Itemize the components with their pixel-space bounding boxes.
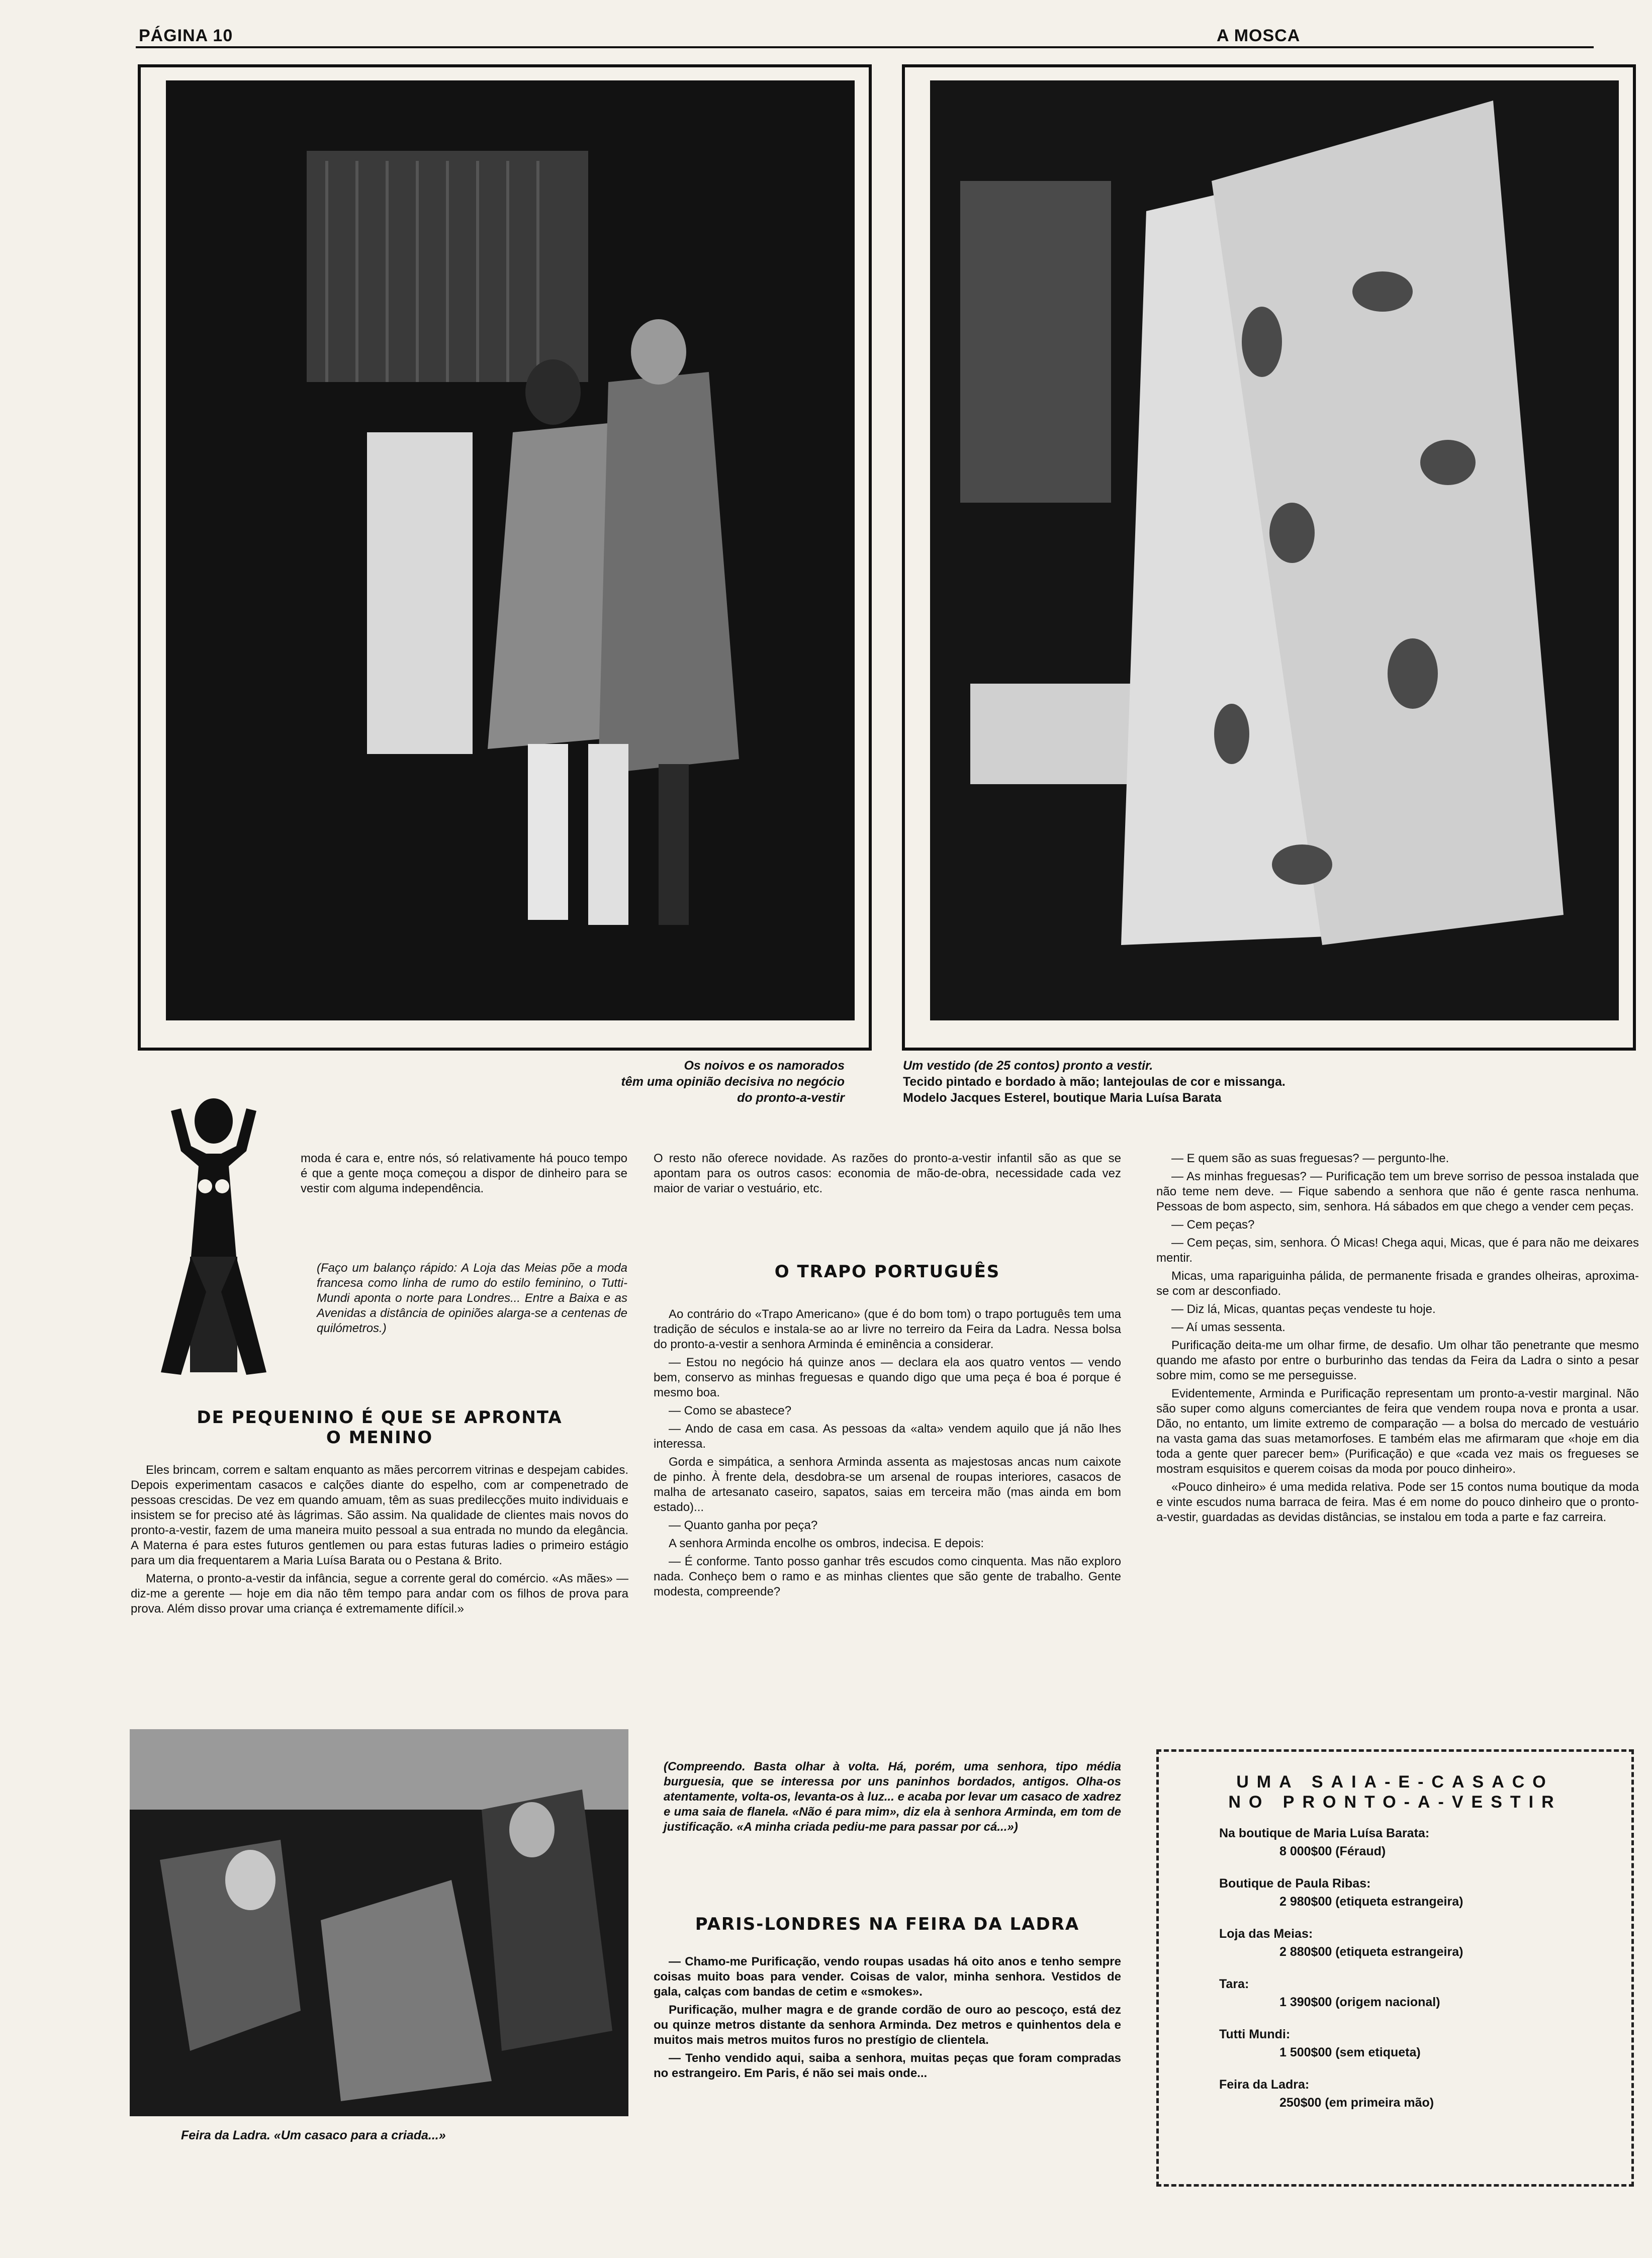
price-item — [1219, 1824, 1616, 1860]
paragraph: — Estou no negócio há quinze anos — declara ela aos quatro ventos — vendo bem, conservo as minhas freguesas e quando digo que uma peça é boa é porque é mesmo boa. — [654, 1356, 1121, 1399]
col1-intro: moda é cara e, entre nós, só relativamente há pouco tempo é que a gente moça começou a dispor de dinheiro para se vestir com alguma independência. — [301, 1152, 627, 1195]
paragraph: Gorda e simpática, a senhora Arminda assenta as majestosas ancas num caixote de pinho. À frente dela, desdobra-se um arsenal de roupas interiores, casacos de malha de artesanato caseiro, sapatos, saias em terceira mão (mas ainda em bom estado)... — [654, 1455, 1121, 1514]
price-item — [1219, 2076, 1616, 2112]
price-box — [1156, 1749, 1634, 2187]
price-item — [1219, 2025, 1616, 2061]
store-price: 250$00 (em primeira mão) — [1279, 2096, 1434, 2110]
paragraph: Eles brincam, correm e saltam enquanto as mães percorrem vitrinas e despejam cabides. Depois experimentam casacos e calções diante do espelho, com ar compenetrado de pessoas crescidas. De vez em quando amuam, têm as suas predilecções muito individuais e insistem se for preciso até às lágrimas. São assim. Na qualidade de clientes mais novos do pronto-a-vestir, fazem de uma maneira muito pessoal a sua entrada no mundo da elegância. A Materna é para estes futuros gentlemen ou para estas futuras ladies o primeiro estágio para um dia frequentarem a Maria Luísa Barata ou o Pestana & Brito. — [131, 1463, 628, 1567]
paragraph: «Pouco dinheiro» é uma medida relativa. Pode ser 15 contos numa boutique da moda e vinte escudos numa barraca de feira. Mas é em nome do pouco dinheiro que o pronto-a-vestir, guardadas as devidas distâncias, se instalou em toda a parte e faz carreira. — [1156, 1480, 1639, 1524]
paragraph: Micas, uma rapariguinha pálida, de permanente frisada e grandes olheiras, aproxima-se com ar desconfiado. — [1156, 1269, 1639, 1298]
heading-trapo-portugues: O TRAPO PORTUGUÊS — [774, 1262, 1000, 1282]
photo-feira-da-ladra — [130, 1729, 628, 2116]
heading-de-pequenino — [131, 1407, 628, 1448]
paragraph: — Aí umas sessenta. — [1171, 1321, 1286, 1334]
store-name: Feira da Ladra: — [1219, 2078, 1310, 2092]
page-number: PÁGINA 10 — [139, 26, 233, 45]
paragraph: — As minhas freguesas? — Purificação tem um breve sorriso de pessoa instalada que não teme nem deve. — Fique sabendo a senhora que não é gente rasca nenhuma. Pessoas de bom aspecto, sim, senhora. Há sábados em que chego a vender cem peças. — [1156, 1170, 1639, 1213]
store-name: Boutique de Paula Ribas: — [1219, 1876, 1371, 1891]
price-item — [1219, 1975, 1616, 2011]
caption-couples — [452, 1058, 845, 1106]
price-box-title — [1159, 1772, 1631, 1812]
paragraph: — Ando de casa em casa. As pessoas da «alta» vendem aquilo que já não lhes interessa. — [654, 1422, 1121, 1451]
paragraph: — Tenho vendido aqui, saiba a senhora, muitas peças que foram compradas no estrangeiro. Em Paris, é não sei mais onde... — [654, 2051, 1121, 2080]
paragraph: Purificação, mulher magra e de grande cordão de ouro ao pescoço, está dez ou quinze metros distante da senhora Arminda. Dez metros e quinhentos dela e muitos mais metros muitos furos no prestígio de clientela. — [654, 2003, 1121, 2047]
paragraph: — Cem peças, sim, senhora. Ó Micas! Chega aqui, Micas, que é para não me deixares mentir. — [1156, 1236, 1639, 1265]
caption-line: têm uma opinião decisiva no negócio — [621, 1075, 845, 1089]
col2-body — [654, 1307, 1121, 1603]
store-price: 1 390$00 (origem nacional) — [1279, 1995, 1440, 2009]
header-rule — [136, 46, 1594, 48]
price-item — [1219, 1874, 1616, 1911]
paragraph: Materna, o pronto-a-vestir da infância, segue a corrente geral do comércio. «As mães» — diz-me a gerente — hoje em dia não têm tempo para andar com os filhos de prova para prova. Além disso provar uma criança é extremamente difícil.» — [131, 1572, 628, 1616]
caption-line: Modelo Jacques Esterel, boutique Maria Luísa Barata — [903, 1091, 1222, 1105]
caption-line: Os noivos e os namorados — [684, 1059, 845, 1073]
caption-line: do pronto-a-vestir — [737, 1091, 845, 1105]
store-price: 1 500$00 (sem etiqueta) — [1279, 2045, 1421, 2059]
col3-body — [1156, 1151, 1639, 1528]
col2-intro: O resto não oferece novidade. As razões do pronto-a-vestir infantil são as que se apontam para os outros casos: economia de mão-de-obra, necessidade cada vez maior de variar o vestuário, etc. — [654, 1152, 1121, 1195]
col2-body-2 — [654, 1954, 1121, 2084]
paragraph: Evidentemente, Arminda e Purificação representam um pronto-a-vestir marginal. Não são super como alguns comerciantes de feira que vendem roupa nova e pronta a usar. Dão, no entanto, um limite extremo de comparação — a bolsa do mercado de vestuário na vasta gama das suas metamorfoses. E também elas me afirmaram que «hoje em dia toda a gente quer parecer bem» (Purificação) e que «cada vez mais os fregueses se mostram esquisitos e querem coisas da moda por pouco dinheiro». — [1156, 1387, 1639, 1476]
paragraph: — Cem peças? — [1171, 1218, 1255, 1232]
heading-line: DE PEQUENINO É QUE SE APRONTA — [197, 1407, 563, 1428]
price-item — [1219, 1925, 1616, 1961]
store-name: Tara: — [1219, 1977, 1249, 1991]
caption-feira: Feira da Ladra. «Um casaco para a criada...» — [181, 2128, 446, 2142]
price-list — [1159, 1812, 1631, 2112]
paragraph: A senhora Arminda encolhe os ombros, indecisa. E depois: — [669, 1537, 984, 1550]
paragraph: — Como se abastece? — [669, 1404, 792, 1418]
store-price: 2 880$00 (etiqueta estrangeira) — [1279, 1945, 1463, 1959]
paragraph: — É conforme. Tanto posso ganhar três escudos como cinquenta. Mas não exploro nada. Conheço bem o ramo e as minhas clientes que são gente de trabalho. Gente modesta, compreende? — [654, 1555, 1121, 1598]
paragraph: — E quem são as suas freguesas? — pergunto-lhe. — [1171, 1152, 1449, 1165]
heading-line: O MENINO — [326, 1428, 433, 1448]
fashion-figure-illustration — [131, 1091, 297, 1392]
store-name: Na boutique de Maria Luísa Barata: — [1219, 1826, 1430, 1840]
store-name: Loja das Meias: — [1219, 1927, 1313, 1941]
heading-paris-londres: PARIS-LONDRES NA FEIRA DA LADRA — [695, 1914, 1080, 1934]
photo-couples-shopping — [166, 80, 855, 1020]
paragraph: Purificação deita-me um olhar firme, de desafio. Um olhar tão penetrante que mesmo quando me afasto por entre o burburinho das tendas da Feira da Ladra o sinto a pesar sobre mim, como se me perseguisse. — [1156, 1339, 1639, 1382]
caption-line: Um vestido (de 25 contos) pronto a vestir. — [903, 1059, 1153, 1073]
price-box-title-line: NO PRONTO-A-VESTIR — [1228, 1793, 1562, 1812]
paragraph: — Diz lá, Micas, quantas peças vendeste tu hoje. — [1171, 1302, 1436, 1316]
store-name: Tutti Mundi: — [1219, 2027, 1291, 2041]
price-box-title-line: UMA SAIA-E-CASACO — [1236, 1772, 1554, 1792]
paragraph: — Quanto ganha por peça? — [669, 1519, 818, 1532]
store-price: 8 000$00 (Féraud) — [1279, 1844, 1386, 1858]
newspaper-title: A MOSCA — [1217, 26, 1301, 45]
col1-aside: (Faço um balanço rápido: A Loja das Meias põe a moda francesa como linha de rumo do estilo feminino, o Tutti-Mundi aponta o norte para Londres... Entre a Baixa e as Avenidas a distância de opiniões alarga-se a centenas de quilómetros.) — [317, 1261, 627, 1335]
col2-aside: (Compreendo. Basta olhar à volta. Há, porém, uma senhora, tipo média burguesia, que se interessa por uns paninhos bordados, antigos. Olha-os atentamente, volta-os, levanta-os à luz... e acaba por levar um casaco de xadrez e uma saia de flanela. «Não é para mim», diz ela à senhora Arminda, em tom de justificação. «A minha criada pediu-me para passar por cá...») — [664, 1760, 1121, 1834]
paragraph: Ao contrário do «Trapo Americano» (que é do bom tom) o trapo português tem uma tradição de séculos e instala-se ao ar livre no terreiro da Feira da Ladra. Nessa bolsa do pronto-a-vestir a senhora Arminda é eminência a considerar. — [654, 1307, 1121, 1351]
caption-dress — [903, 1058, 1556, 1106]
col1-body — [131, 1463, 628, 1620]
paragraph: — Chamo-me Purificação, vendo roupas usadas há oito anos e tenho sempre coisas muito boas para vender. Coisas de valor, minha senhora. Vestidos de gala, calças com bandas de cetim e «smokes». — [654, 1955, 1121, 1999]
caption-line: Tecido pintado e bordado à mão; lantejoulas de cor e missanga. — [903, 1075, 1286, 1089]
photo-dress-display — [930, 80, 1619, 1020]
store-price: 2 980$00 (etiqueta estrangeira) — [1279, 1895, 1463, 1909]
